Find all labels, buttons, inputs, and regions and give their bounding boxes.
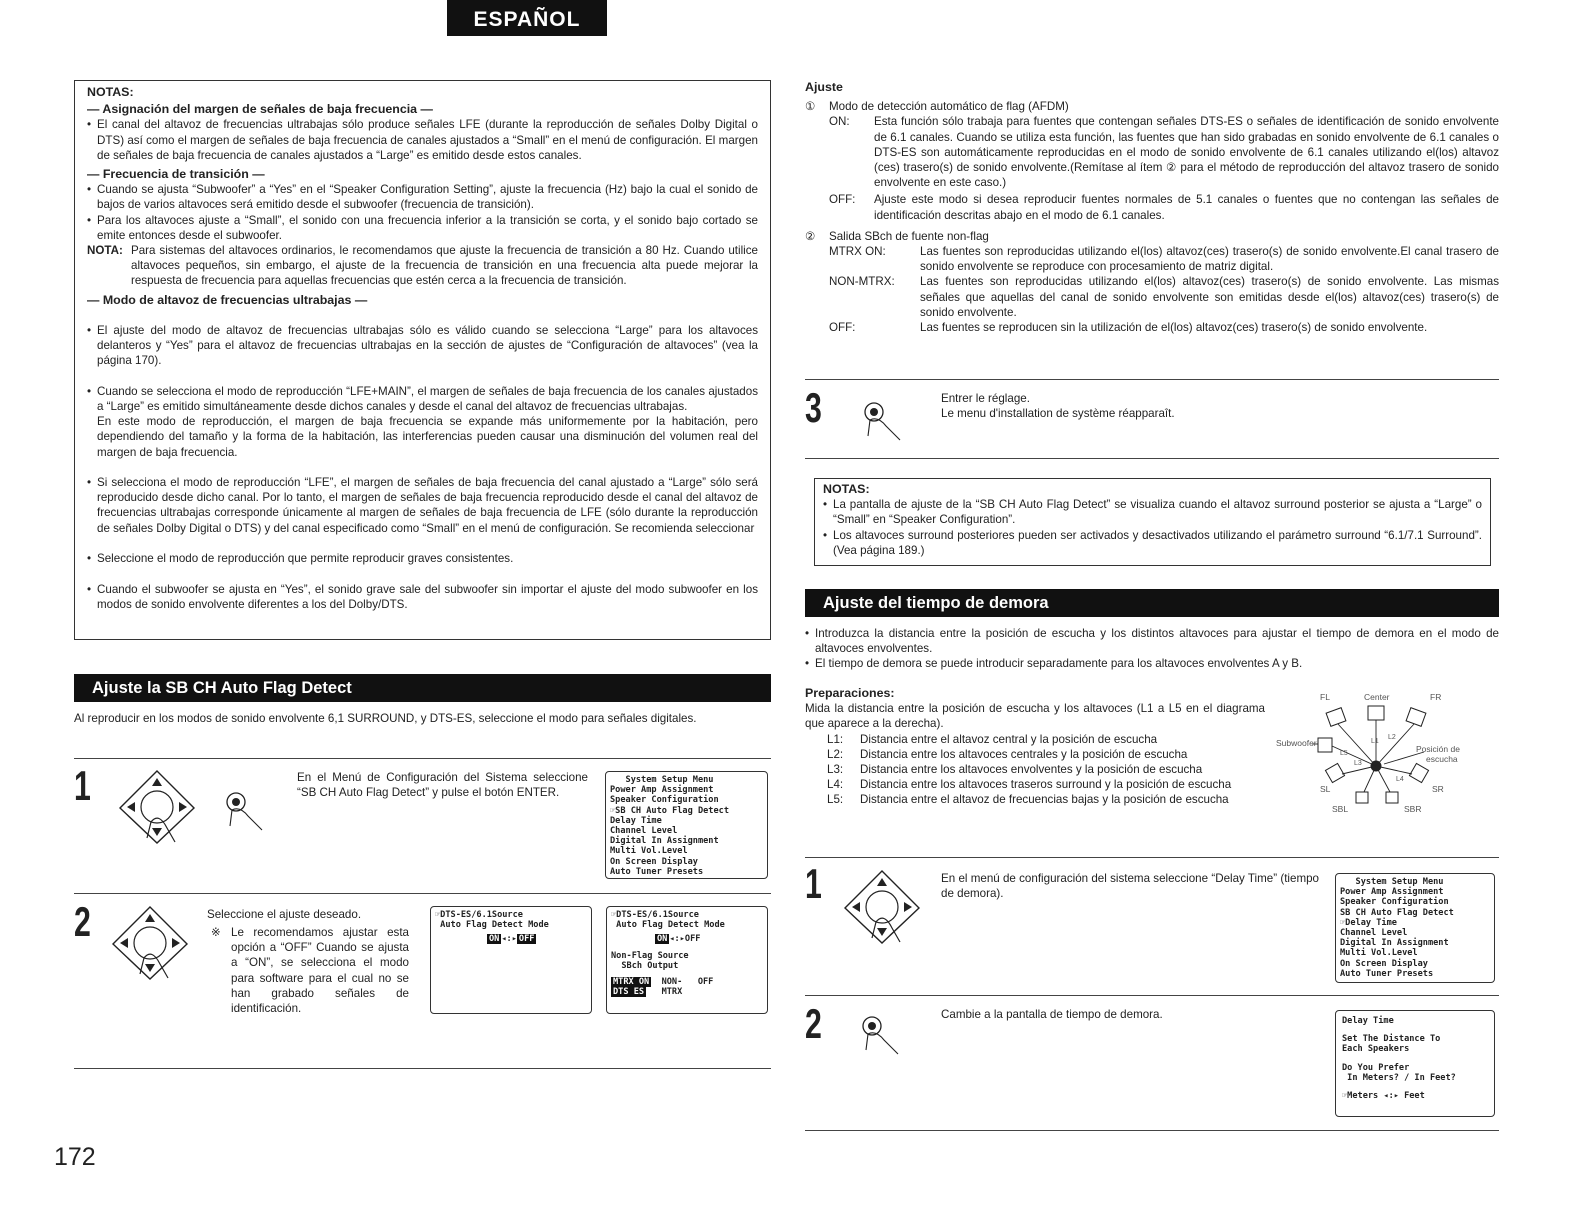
osd-line: ☞DTS-ES/6.1Source <box>611 910 699 920</box>
divider <box>74 893 771 894</box>
distance-row <box>805 747 1265 762</box>
distance-row <box>805 762 1265 777</box>
diagram-label-sr: SR <box>1432 784 1444 794</box>
list-item: • El ajuste del modo de altavoz de frecuencias ultrabajas sólo es válido cuando se selecciona “Large” para los altavoces delanteros y “Yes” para el altavoz de frecuencias ultrabajas en la sección de ajustes de “Configuración de altavoces” (vea la página 170). <box>87 323 758 369</box>
diagram-label-subwoofer: Subwoofer <box>1276 738 1317 748</box>
osd-line: SB CH Auto Flag Detect <box>1340 907 1454 918</box>
row-key: ON: <box>829 115 850 129</box>
osd-line: Digital In Assignment <box>610 836 719 847</box>
row-value: Las fuentes son reproducidas utilizando el(los) altavoz(ces) trasero(s) de sonido envolvente.El canal trasero de sonido envolvente se reproduce con procesamiento de matriz digital. <box>920 245 1499 274</box>
osd-line: Speaker Configuration <box>1340 897 1449 908</box>
delay-bullets <box>805 626 1499 672</box>
row-value: Distancia entre los altavoces centrales y la posición de escucha <box>860 747 1188 761</box>
diagram-label-fr: FR <box>1430 692 1442 702</box>
sbch-step2-note: Le recomendamos ajustar esta opción a “OFF” Cuando se ajusta a “ON”, se selecciona el modo para software para el cual no se han grabado señales de identificación. <box>231 926 409 1016</box>
notes-list <box>823 497 1482 558</box>
subwoofer-mode-title: — Modo de altavoz de frecuencias ultrabajas — <box>87 292 368 307</box>
diagram-label-sl: SL <box>1320 784 1331 794</box>
osd-off-option: OFF <box>518 934 535 945</box>
osd-line: Delay Time <box>610 815 662 826</box>
osd-line: Set The Distance To <box>1342 1034 1441 1045</box>
subwoofer-mode-list <box>87 308 758 627</box>
notes-box-lfe <box>74 80 771 640</box>
crossover-list <box>87 182 758 243</box>
preparations <box>805 686 1265 808</box>
enter-button-icon <box>858 1010 908 1056</box>
notes-title: NOTAS: <box>87 85 134 99</box>
notes-box-sbch <box>814 478 1491 566</box>
diagram-label-l5: L5 <box>1340 750 1348 757</box>
crossover-title: — Frecuencia de transición — <box>87 167 265 182</box>
divider <box>74 1068 771 1069</box>
osd-system-setup-menu-1 <box>605 771 768 879</box>
page-number: 172 <box>54 1143 96 1171</box>
row-key: NON-MTRX: <box>829 275 895 289</box>
diagram-label-position-1: Posición de <box>1416 744 1460 754</box>
ajuste-row <box>805 114 1499 190</box>
osd-line: ☞DTS-ES/6.1Source <box>435 910 523 920</box>
osd-line: Digital In Assignment <box>1340 938 1449 949</box>
osd-line: Non-Flag Source <box>611 950 689 961</box>
osd-option-row <box>435 934 587 944</box>
row-key: L3: <box>827 763 844 777</box>
row-key: OFF: <box>829 321 856 335</box>
divider <box>805 1130 1499 1131</box>
notes-title: NOTAS: <box>823 482 870 496</box>
osd-option-row <box>611 934 763 944</box>
diagram-label-l2: L2 <box>1388 734 1396 741</box>
row-value: Ajuste este modo si desea reproducir fuentes normales de 5.1 canales o fuentes que no contengan las señales de identificación descritas abajo en el modo de 6.1 canales. <box>874 193 1499 222</box>
ajuste-title: Ajuste <box>805 80 843 94</box>
list-item: • Introduzca la distancia entre la posición de escucha y los distintos altavoces para ajustar el tiempo de demora en el modo de altavoces envolventes. <box>805 626 1499 656</box>
diagram-label-l3: L3 <box>1354 760 1362 767</box>
language-tab: ESPAÑOL <box>447 0 607 36</box>
osd-line: Power Amp Assignment <box>1340 887 1444 898</box>
divider <box>805 458 1499 459</box>
cursor-pad-icon <box>842 868 922 946</box>
osd-line: Auto Flag Detect Mode <box>611 920 725 931</box>
osd-line: ☞Meters ◂:▸ Feet <box>1342 1091 1425 1102</box>
divider <box>805 995 1499 996</box>
item-number: ① <box>805 100 816 114</box>
nota-row <box>87 243 758 289</box>
diagram-label-sbr: SBR <box>1404 804 1422 814</box>
ajuste-row <box>805 192 1499 222</box>
list-item: • Cuando se ajusta “Subwoofer” a “Yes” en el “Speaker Configuration Setting”, ajuste la frecuencia (Hz) bajo la cual el sonido de bajos de varios altavoces será emitido desde el subwoofer (frecuencia de transición). <box>87 182 758 212</box>
sbch-intro: Al reproducir en los modos de sonido envolvente 6,1 SURROUND, y DTS-ES, seleccione el modo para señales digitales. <box>74 712 697 725</box>
osd-line: Channel Level <box>1340 928 1408 939</box>
osd-line: Auto Tuner Presets <box>1340 968 1434 979</box>
list-item: • El tiempo de demora se puede introducir separadamente para los altavoces envolventes A y B. <box>805 656 1499 671</box>
diagram-label-l1: L1 <box>1371 738 1379 745</box>
diagram-label-center: Center <box>1364 692 1390 702</box>
distance-row <box>805 792 1265 807</box>
osd-line: Each Speakers <box>1342 1044 1410 1055</box>
osd-line: ☞SB CH Auto Flag Detect <box>610 805 729 816</box>
step3-text <box>941 391 1441 421</box>
osd-line: Auto Tuner Presets <box>610 866 704 877</box>
prep-title: Preparaciones: <box>805 686 895 700</box>
ajuste-row <box>805 274 1499 320</box>
ajuste-row <box>805 320 1499 335</box>
list-item: • Para los altavoces ajuste a “Small”, el sonido con una frecuencia inferior a la transición se corta, y el sonido bajo cortado se emite entonces desde el subwoofer. <box>87 213 758 243</box>
osd-auto-flag-detect-1 <box>430 906 592 1014</box>
osd-dts-es: DTS ES <box>613 987 645 998</box>
list-item: • Cuando se selecciona el modo de reproducción “LFE+MAIN”, el margen de señales de baja frecuencia de los canales ajustados a “Large” es emitido simultáneamente desde dichos canales y desde el canal del altavoz de frecuencias ultrabajas. En este modo de reproducción, el margen de baja frecuencia se expande más uniformemente por la habitación, pero dependiendo del tamaño y la forma de la habitación, las interferencias pueden causar una disminución del volumen real del margen de baja frecuencia. <box>87 384 758 460</box>
osd-line: System Setup Menu <box>610 775 714 785</box>
osd-line: Delay Time <box>1342 1016 1394 1026</box>
delay-step-2-number: 2 <box>805 1000 822 1047</box>
row-key: L2: <box>827 747 844 761</box>
item-title: Modo de detección automático de flag (AFDM) <box>829 100 1069 114</box>
step-3-number: 3 <box>805 384 822 431</box>
osd-non: NON- <box>661 977 683 988</box>
row-value: Distancia entre los altavoces envolventes y la posición de escucha <box>860 763 1203 777</box>
row-key: MTRX ON: <box>829 245 886 259</box>
osd-line: In Meters? / In Feet? <box>1342 1072 1456 1083</box>
step3-line: Entrer le réglage. <box>941 392 1030 405</box>
diagram-label-l4: L4 <box>1396 776 1404 783</box>
row-key: L5: <box>827 793 844 807</box>
cursor-pad-icon <box>117 768 197 846</box>
distance-row <box>805 732 1265 747</box>
row-value: Distancia entre el altavoz de frecuencias bajas y la posición de escucha <box>860 793 1229 807</box>
divider <box>74 758 771 759</box>
osd-delay-time <box>1335 1010 1495 1117</box>
row-key: OFF: <box>829 193 856 207</box>
osd-auto-flag-detect-2 <box>606 906 768 1014</box>
osd-line: System Setup Menu <box>1340 877 1444 887</box>
row-value: Esta función sólo trabaja para fuentes que contengan señales DTS-ES o señales de identificación de sonido envolvente de 6.1 canales. Cuando se utiliza esta función, las fuentes que han sido grabadas en sonido envolvente de 6.1 canales o DTS-ES son automáticamente reproducidas en el modo de sonido envolvente de 6.1 canales utilizando el(los) altavoz (ces) trasero(s) de sonido envolvente.(Remítase al ítem ② para el método de reproducción del altavoz trasero de sonido envolvente en este caso.) <box>874 115 1499 190</box>
osd-line: On Screen Display <box>610 856 698 867</box>
row-value: Distancia entre los altavoces traseros surround y la posición de escucha <box>860 778 1232 792</box>
step3-line: Le menu d'installation de système réapparaît. <box>941 407 1175 421</box>
osd-on-option: ON <box>489 934 500 945</box>
osd-line: Speaker Configuration <box>610 795 719 806</box>
delay-step1-text: En el menú de configuración del sistema seleccione “Delay Time” (tiempo de demora). <box>941 872 1319 901</box>
delay-section-header: Ajuste del tiempo de demora <box>805 589 1499 617</box>
row-key: L1: <box>827 732 844 746</box>
osd-mtrx-on: MTRX ON <box>613 977 650 988</box>
step-1-number: 1 <box>74 762 91 809</box>
lfe-range-list <box>87 117 758 163</box>
list-item: • Cuando el subwoofer se ajusta en “Yes”, el sonido grave sale del subwoofer sin importar el ajuste del modo subwoofer en los modos de sonido envolvente diferentes a los del Dolby/DTS. <box>87 582 758 612</box>
sbch-step2-text: Seleccione el ajuste deseado. <box>207 908 362 921</box>
osd-line: Auto Flag Detect Mode <box>435 920 549 931</box>
distance-row <box>805 777 1265 792</box>
osd-line: Multi Vol.Level <box>610 846 688 857</box>
ajuste-section <box>805 80 1499 335</box>
osd-line: Channel Level <box>610 826 678 837</box>
enter-button-icon <box>222 786 272 832</box>
osd-option-row <box>611 987 763 997</box>
osd-off: OFF <box>697 977 714 988</box>
divider <box>805 379 1499 380</box>
osd-system-setup-menu-2 <box>1335 873 1495 983</box>
divider <box>805 857 1499 858</box>
nota-label: NOTA: <box>87 244 123 258</box>
delay-step-1-number: 1 <box>805 860 822 907</box>
osd-off-option: OFF <box>684 934 701 945</box>
ajuste-row <box>805 244 1499 274</box>
lfe-range-title: — Asignación del margen de señales de baja frecuencia — <box>87 102 433 117</box>
diagram-label-position-2: escucha <box>1426 754 1458 764</box>
step-2-number: 2 <box>74 898 91 945</box>
diagram-label-sbl: SBL <box>1332 804 1349 814</box>
delay-step2-text: Cambie a la pantalla de tiempo de demora. <box>941 1008 1163 1021</box>
sbch-step2-note-mark: ※ <box>211 926 221 939</box>
speaker-layout-diagram <box>1276 688 1476 818</box>
osd-mtrx: MTRX <box>661 987 683 998</box>
ajuste-item-1 <box>805 99 1499 114</box>
osd-line: SBch Output <box>611 960 679 971</box>
list-item: • Seleccione el modo de reproducción que permite reproducir graves consistentes. <box>87 551 758 566</box>
osd-option-row <box>611 977 763 987</box>
row-value: Las fuentes se reproducen sin la utilización de el(los) altavoz(ces) trasero(s) de sonido envolvente. <box>920 321 1428 335</box>
list-item: • Si selecciona el modo de reproducción “LFE”, el margen de señales de baja frecuencia del canal ajustado a “Large” sólo será reproducido desde dicho canal. Por lo tanto, el margen de señales de baja frecuencia reproducido desde el canal del altavoz de frecuencias ultrabajas corresponde únicamente al margen de señales de baja frecuencia de LFE (sólo durante la reproducción de señales Dolby Digital o DTS) y del canal especificado como “Small” en el menú de configuración. Se recomienda seleccionar <box>87 475 758 536</box>
diagram-label-fl: FL <box>1320 692 1330 702</box>
enter-button-icon <box>860 396 910 442</box>
osd-arrows: ◂:▸ <box>669 934 685 945</box>
osd-line: ☞Delay Time <box>1340 917 1397 928</box>
row-value: Distancia entre el altavoz central y la posición de escucha <box>860 732 1158 746</box>
ajuste-item-2 <box>805 229 1499 244</box>
cursor-pad-icon <box>110 904 190 982</box>
osd-on-option: ON <box>657 934 668 945</box>
list-item: • El canal del altavoz de frecuencias ultrabajas sólo produce señales LFE (durante la reproducción de señales Dolby Digital o DTS) así como el margen de señales de baja frecuencia de canales ajustados a “Small” en el menú de configuración. El margen de señales de baja frecuencia de canales ajustados a “Large” es emitido desde estos canales. <box>87 117 758 163</box>
osd-arrows: ◂:▸ <box>501 934 517 945</box>
item-number: ② <box>805 229 816 243</box>
sbch-section-header: Ajuste la SB CH Auto Flag Detect <box>74 674 771 702</box>
list-item: • La pantalla de ajuste de la “SB CH Auto Flag Detect” se visualiza cuando el altavoz surround posterior se ajusta a “Large” o “Small” en “Speaker Configuration”. <box>823 497 1482 527</box>
sbch-step1-text: En el Menú de Configuración del Sistema seleccione “SB CH Auto Flag Detect” y pulse el botón ENTER. <box>297 771 588 800</box>
list-item: • Los altavoces surround posteriores pueden ser activados y desactivados utilizando el parámetro surround “6.1/7.1 Surround”. (Vea página 189.) <box>823 528 1482 558</box>
item-title: Salida SBch de fuente non-flag <box>829 229 989 243</box>
osd-line: Do You Prefer <box>1342 1062 1410 1073</box>
row-key: L4: <box>827 778 844 792</box>
osd-line: Power Amp Assignment <box>610 785 714 796</box>
prep-text: Mida la distancia entre la posición de escucha y los altavoces (L1 a L5 en el diagrama que aparece a la derecha). <box>805 702 1265 731</box>
row-value: Las fuentes son reproducidas utilizando el(los) altavoz(ces) trasero(s) de sonido envolvente. Las mismas señales que aquellas del canal de sonido envolvente son emitidas desde el(los) altavoz(ces) trasero(s) de sonido envolvente. <box>920 275 1499 319</box>
osd-line: On Screen Display <box>1340 958 1428 969</box>
osd-line: Multi Vol.Level <box>1340 948 1418 959</box>
nota-text: Para sistemas del altavoces ordinarios, le recomendamos que ajuste la frecuencia de transición a 80 Hz. Cuando utilice altavoces pequeños, sin embargo, el ajuste de la frecuencia de transición en una frecuencia alta puede mejorar la respuesta de frecuencia para aquellas frecuencias que estén cerca a la frecuencia de transición. <box>131 244 758 288</box>
